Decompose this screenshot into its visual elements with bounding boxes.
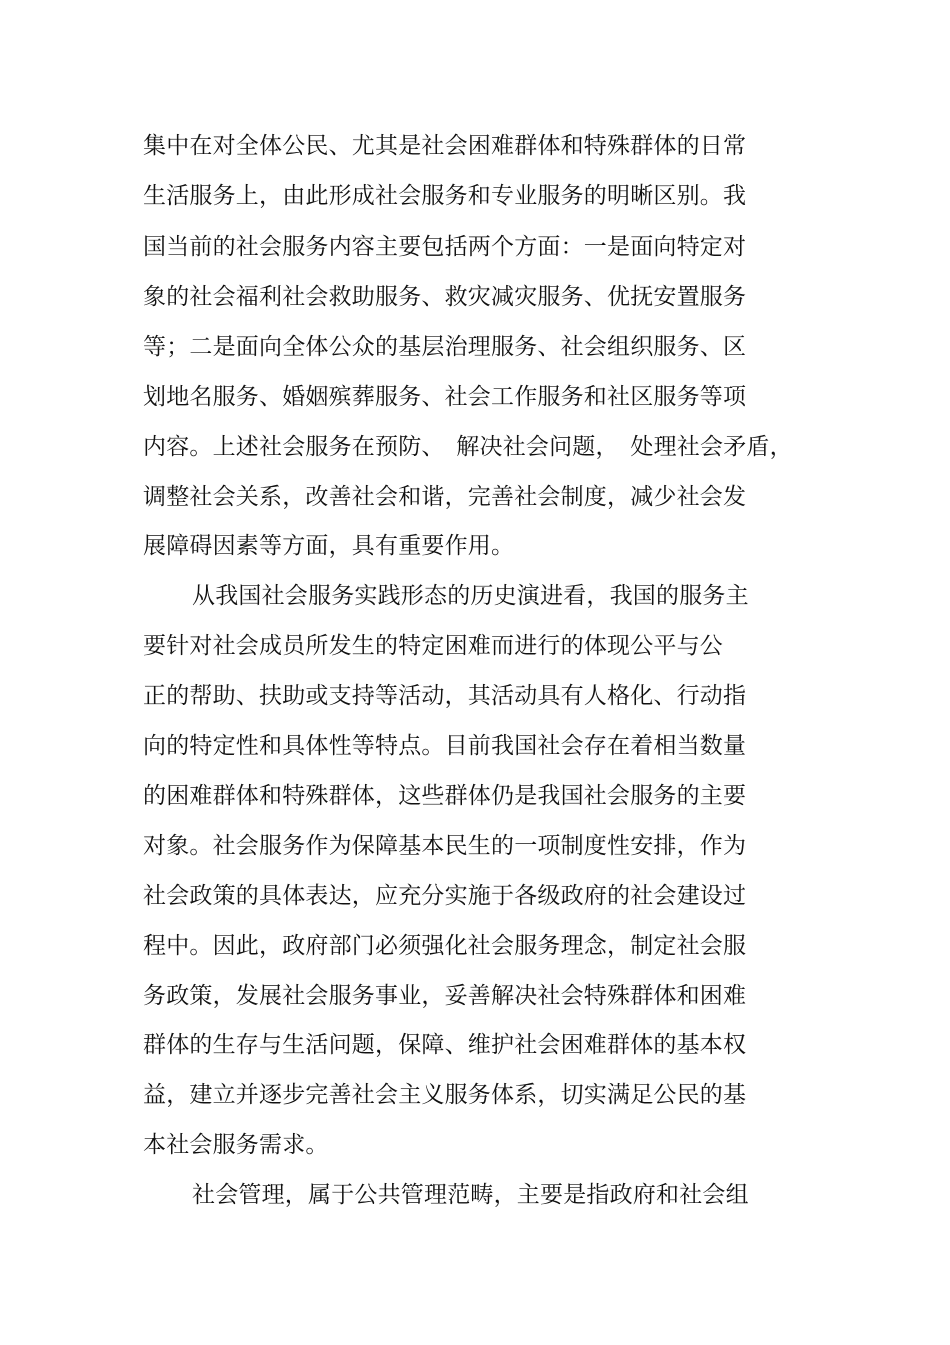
- text-line: 对象。社会服务作为保障基本民生的一项制度性安排，作为: [143, 833, 747, 859]
- text-line: 划地名服务、婚姻殡葬服务、社会工作服务和社区服务等项: [143, 384, 747, 410]
- text-line: 向的特定性和具体性等特点。目前我国社会存在着相当数量: [143, 733, 747, 759]
- paragraph-first-line: 从我国社会服务实践形态的历史演进看，我国的服务主: [192, 583, 749, 609]
- text-line: 内容。上述社会服务在预防、 解决社会问题， 处理社会矛盾，: [143, 434, 793, 460]
- text-line: 象的社会福利社会救助服务、救灾减灾服务、优抚安置服务: [143, 284, 747, 310]
- text-line: 程中。因此，政府部门必须强化社会服务理念，制定社会服: [143, 933, 747, 959]
- text-line: 社会政策的具体表达，应充分实施于各级政府的社会建设过: [143, 883, 747, 909]
- text-line: 益，建立并逐步完善社会主义服务体系，切实满足公民的基: [143, 1082, 747, 1108]
- text-line: 生活服务上，由此形成社会服务和专业服务的明晰区别。我: [143, 183, 747, 209]
- text-line: 国当前的社会服务内容主要包括两个方面：一是面向特定对: [143, 234, 747, 260]
- text-line: 要针对社会成员所发生的特定困难而进行的体现公平与公: [143, 633, 723, 659]
- text-line: 等；二是面向全体公众的基层治理服务、社会组织服务、区: [143, 334, 747, 360]
- text-line: 本社会服务需求。: [143, 1132, 329, 1158]
- text-line: 展障碍因素等方面，具有重要作用。: [143, 533, 515, 559]
- paragraph-first-line: 社会管理，属于公共管理范畴，主要是指政府和社会组: [192, 1182, 749, 1208]
- text-line: 的困难群体和特殊群体，这些群体仍是我国社会服务的主要: [143, 783, 747, 809]
- text-line: 正的帮助、扶助或支持等活动，其活动具有人格化、行动指: [143, 683, 747, 709]
- text-line: 群体的生存与生活问题，保障、维护社会困难群体的基本权: [143, 1032, 747, 1058]
- text-line: 务政策，发展社会服务事业，妥善解决社会特殊群体和困难: [143, 983, 747, 1009]
- text-line: 集中在对全体公民、尤其是社会困难群体和特殊群体的日常: [143, 133, 747, 159]
- text-line: 调整社会关系，改善社会和谐，完善社会制度，减少社会发: [143, 484, 747, 510]
